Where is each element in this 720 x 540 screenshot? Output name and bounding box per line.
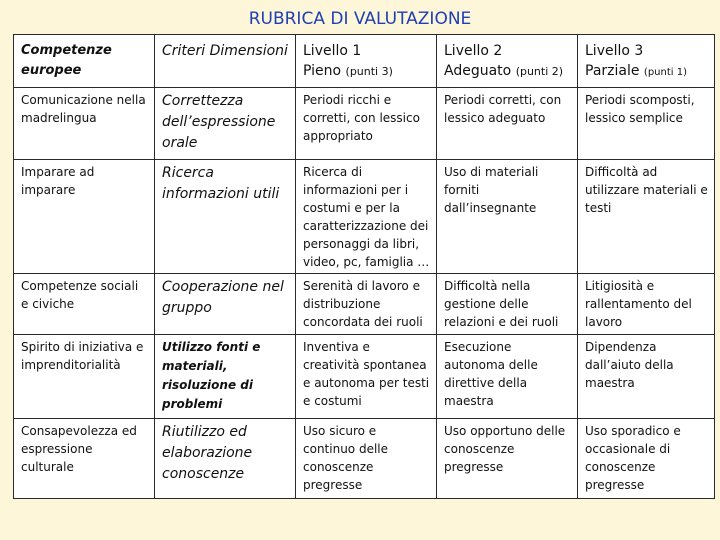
competenza-cell: Spirito di iniziativa e imprenditorialità: [14, 335, 155, 419]
table-row: [14, 274, 715, 335]
criterio-cell: Correttezza dell’espressione orale: [155, 88, 296, 160]
livello-3-cell: Uso sporadico e occasionale di conoscenze pregresse: [578, 419, 715, 499]
page-title: RUBRICA DI VALUTAZIONE: [248, 9, 472, 29]
table-row: [14, 335, 715, 419]
criterio-cell: Utilizzo fonti e materiali, risoluzione di problemi: [155, 335, 296, 419]
criterio-cell: Ricerca informazioni utili: [155, 160, 296, 274]
competenza-cell: Consapevolezza ed espressione culturale: [14, 419, 155, 499]
livello-1-level: Pieno: [303, 63, 342, 79]
competenza-cell: Comunicazione nella madrelingua: [14, 88, 155, 160]
livello-2-cell: Difficoltà nella gestione delle relazioni e dei ruoli: [437, 274, 578, 335]
livello-1-cell: Serenità di lavoro e distribuzione concordata dei ruoli: [296, 274, 437, 335]
criterio-cell: Riutilizzo ed elaborazione conoscenze: [155, 419, 296, 499]
rubric-table: [13, 34, 715, 499]
livello-3-cell: Litigiosità e rallentamento del lavoro: [578, 274, 715, 335]
livello-1-name: Livello 1: [303, 43, 362, 59]
header-livello-2: [437, 35, 578, 88]
livello-3-cell: Dipendenza dall’aiuto della maestra: [578, 335, 715, 419]
header-livello-1: [296, 35, 437, 88]
livello-2-cell: Esecuzione autonoma delle direttive della maestra: [437, 335, 578, 419]
livello-2-cell: Periodi corretti, con lessico adeguato: [437, 88, 578, 160]
header-livello-3: [578, 35, 715, 88]
livello-3-cell: Periodi scomposti, lessico semplice: [578, 88, 715, 160]
competenza-cell: Imparare ad imparare: [14, 160, 155, 274]
livello-1-cell: Inventiva e creatività spontanea e autonoma per testi e costumi: [296, 335, 437, 419]
livello-3-points: (punti 1): [643, 67, 687, 78]
livello-3-level: Parziale: [585, 63, 640, 79]
header-criteri: Criteri Dimensioni: [155, 35, 296, 88]
header-competenze: Competenze europee: [14, 35, 155, 88]
table-row: [14, 419, 715, 499]
criterio-cell: Cooperazione nel gruppo: [155, 274, 296, 335]
livello-3-cell: Difficoltà ad utilizzare materiali e testi: [578, 160, 715, 274]
livello-1-cell: Periodi ricchi e corretti, con lessico appropriato: [296, 88, 437, 160]
table-row: [14, 88, 715, 160]
livello-1-points: (punti 3): [345, 65, 393, 78]
livello-1-cell: Ricerca di informazioni per i costumi e per la caratterizzazione dei personaggi da libri, video, pc, famiglia …: [296, 160, 437, 274]
livello-2-name: Livello 2: [444, 43, 503, 59]
header-row: [14, 35, 715, 88]
livello-2-cell: Uso di materiali forniti dall’insegnante: [437, 160, 578, 274]
livello-2-cell: Uso opportuno delle conoscenze pregresse: [437, 419, 578, 499]
livello-1-cell: Uso sicuro e continuo delle conoscenze pregresse: [296, 419, 437, 499]
livello-2-level: Adeguato: [444, 63, 512, 79]
competenza-cell: Competenze sociali e civiche: [14, 274, 155, 335]
livello-2-points: (punti 2): [515, 65, 564, 78]
table-row: [14, 160, 715, 274]
livello-3-name: Livello 3: [585, 43, 644, 59]
